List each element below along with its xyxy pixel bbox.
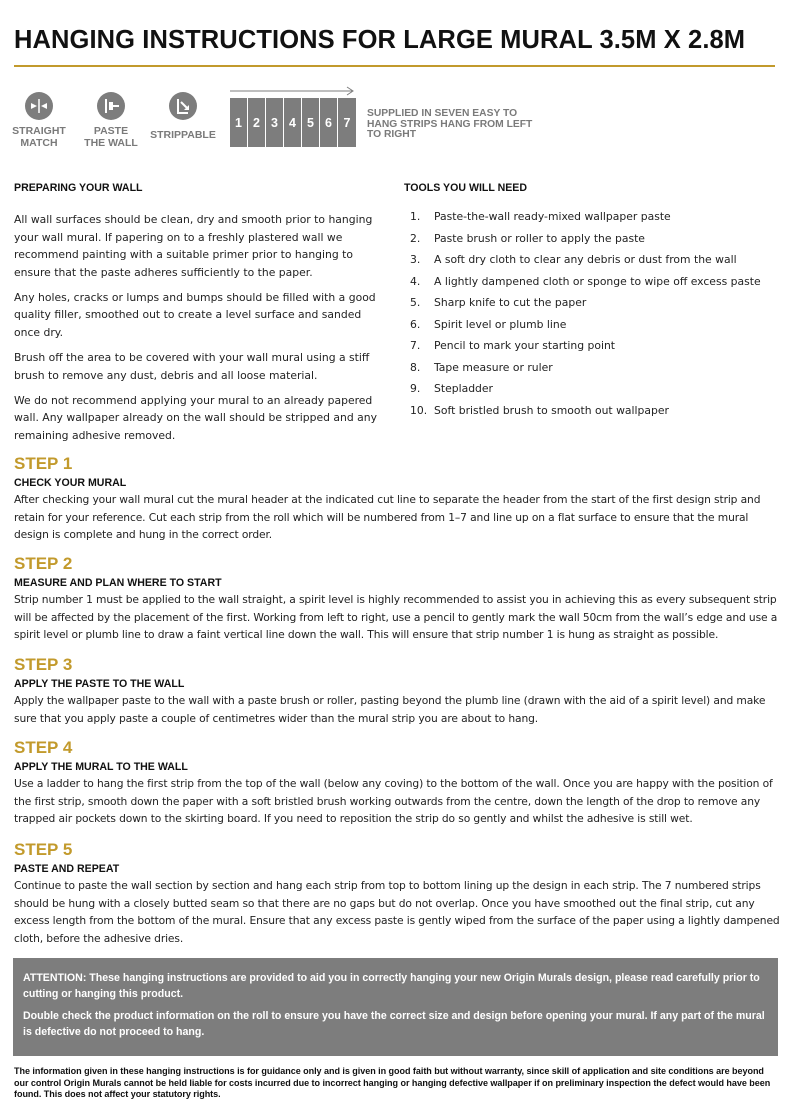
page-title: HANGING INSTRUCTIONS FOR LARGE MURAL 3.5M X 2.8M (14, 26, 746, 54)
strip-7: 7 (338, 98, 356, 147)
strip-4: 4 (284, 98, 302, 147)
step-body: Continue to paste the wall section by section and hang each strip from top to bottom lining up the design in each strip. The 7 numbered strips should be hung with a closely butted seam so that there are no gaps but do not overlap. Once you have smoothed out the final strip, cut any excess length from the bottom of the mural. Ensure that any excess paste is gently wiped from the surface of the paper using a lightly dampened cloth, before the adhesive dries. (14, 879, 780, 945)
list-item: 2. Paste brush or roller to apply the paste (410, 231, 645, 245)
strip-6: 6 (320, 98, 338, 147)
strip-diagram (230, 85, 356, 147)
list-item: 4. A lightly dampened cloth or sponge to wipe off excess paste (410, 274, 761, 288)
step-title: STEP 1 (14, 454, 73, 473)
paste-the-wall-icon (97, 92, 125, 120)
supplied-note: SUPPLIED IN SEVEN EASY TO HANG STRIPS HANG FROM LEFT TO RIGHT (367, 108, 533, 141)
title-divider (14, 65, 775, 67)
preparing-paragraph: Any holes, cracks or lumps and bumps should be filled with a good quality filler, smoothed out to create a level surface and sanded once dry. (14, 290, 376, 340)
step-body: Use a ladder to hang the first strip from the top of the wall (below any coving) to the bottom of the wall. Once you are happy with the position of the first strip, smooth down the paper with a soft bristled brush working outwards from the centre, down the length of the drop to remove any trapped air pockets down to the skirting board. If you need to reposition the strip do so gently and whilst the adhesive is still wet. (14, 777, 773, 825)
attention-box (13, 958, 778, 1056)
list-item: 7. Pencil to mark your starting point (410, 339, 616, 352)
step-body: Apply the wallpaper paste to the wall with a paste brush or roller, pasting beyond the plumb line (drawn with the aid of a spirit level) and make sure that you apply paste a couple of centimetres wider than the mural strip you are about to hang. (14, 694, 766, 725)
strip-2: 2 (248, 98, 266, 147)
straight-match-label: STRAIGHT MATCH (12, 125, 66, 149)
list-item: 6. Spirit level or plumb line (410, 317, 567, 331)
strip-3: 3 (266, 98, 284, 147)
step-subtitle: PASTE AND REPEAT (14, 863, 120, 875)
strip-1: 1 (230, 98, 248, 147)
strip-5: 5 (302, 98, 320, 147)
strip-row (230, 98, 356, 147)
straight-match-icon (25, 92, 53, 120)
step-body: Strip number 1 must be applied to the wall straight, a spirit level is highly recommended to assist you in achieving this as every subsequent strip will be affected by the placement of the first. Working from left to right, use a pencil to gently mark the wall 50cm from the wall’s edge and use a spirit level or plumb line to draw a faint vertical line down the wall. This will ensure that strip number 1 is hung as straight as possible. (14, 593, 778, 641)
attention-paragraph: ATTENTION: These hanging instructions are provided to aid you in correctly hanging your new Origin Murals design, please read carefully prior to cutting or hanging this product. (23, 972, 760, 1000)
step-4-section (14, 738, 782, 828)
disclaimer: The information given in these hanging instructions is for guidance only and is given in good faith but without warranty, since skill of application and site conditions are beyond our control Origin Murals cannot be held liable for costs incurred due to incorrect hanging or hanging defective wallpaper if on preliminary inspection the defect would have been found. This does not affect your statutory rights. (14, 1066, 771, 1099)
preparing-text (14, 211, 389, 452)
right-arrow-icon (230, 85, 356, 97)
strippable-icon (169, 92, 197, 120)
step-title: STEP 2 (14, 554, 73, 573)
step-1-section (14, 454, 782, 544)
list-item: 5. Sharp knife to cut the paper (410, 296, 587, 309)
tools-heading: TOOLS YOU WILL NEED (404, 182, 528, 194)
list-item: 1. Paste-the-wall ready-mixed wallpaper paste (410, 210, 671, 223)
attention-paragraph: Double check the product information on the roll to ensure you have the correct size and design before opening your mural. If any part of the mural is defective do not proceed to hang. (23, 1010, 765, 1038)
step-3-section (14, 655, 782, 727)
tools-list (410, 206, 761, 421)
strippable-label: STRIPPABLE (150, 129, 216, 141)
list-item: 3. A soft dry cloth to clear any debris or dust from the wall (410, 253, 737, 266)
list-item: 10. Soft bristled brush to smooth out wallpaper (410, 403, 669, 417)
step-subtitle: APPLY THE MURAL TO THE WALL (14, 761, 188, 773)
preparing-paragraph: Brush off the area to be covered with your wall mural using a stiff brush to remove any dust, debris and all loose material. (14, 351, 370, 382)
preparing-paragraph: All wall surfaces should be clean, dry and smooth prior to hanging your wall mural. If papering on to a freshly plastered wall we recommend painting with a suitable primer prior to hanging to ensure that the paste adheres sufficiently to the paper. (14, 213, 373, 279)
step-title: STEP 5 (14, 840, 73, 859)
preparing-heading: PREPARING YOUR WALL (14, 182, 143, 194)
step-title: STEP 3 (14, 655, 73, 674)
preparing-paragraph: We do not recommend applying your mural to an already papered wall. Any wallpaper already on the wall should be stripped and any remaining adhesive removed. (14, 393, 377, 443)
strippable-feature (150, 92, 216, 142)
step-subtitle: MEASURE AND PLAN WHERE TO START (14, 577, 222, 589)
step-body: After checking your wall mural cut the mural header at the indicated cut line to separate the header from the start of the first design strip and retain for your reference. Cut each strip from the roll which will be numbered from 1–7 and line up on a flat surface to ensure that the mural design is complete and hung in the correct order. (14, 493, 761, 541)
step-title: STEP 4 (14, 738, 73, 757)
step-2-section (14, 554, 782, 644)
step-subtitle: APPLY THE PASTE TO THE WALL (14, 678, 185, 690)
paste-the-wall-feature (80, 92, 142, 149)
straight-match-feature (12, 92, 66, 149)
step-5-section (14, 840, 782, 947)
paste-the-wall-label: PASTE THE WALL (84, 125, 138, 149)
list-item: 9. Stepladder (410, 382, 493, 395)
list-item: 8. Tape measure or ruler (410, 360, 553, 374)
step-subtitle: CHECK YOUR MURAL (14, 477, 127, 489)
